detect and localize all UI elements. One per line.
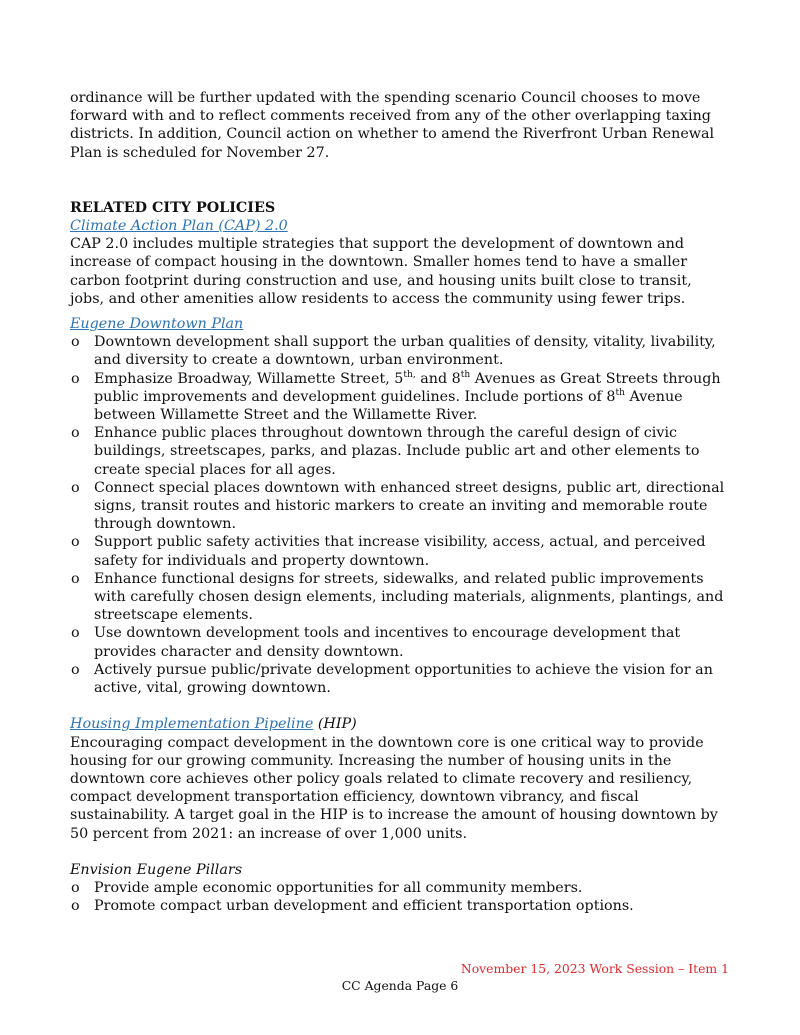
document-body bbox=[70, 89, 730, 915]
footer-page-number: CC Agenda Page 6 bbox=[341, 978, 459, 993]
section-heading: RELATED CITY POLICIES bbox=[70, 199, 276, 216]
envision-title: Envision Eugene Pillars bbox=[70, 861, 243, 878]
list-item: o Emphasize Broadway, Willamette Street, $5^{th,}$ and 8th Avenues as Great Streets through public improvements and development guidelines. Include portions of 8th Avenue between Willamette Street and the Willamette River. bbox=[70, 370, 730, 425]
list-item: o Support public safety activities that increase visibility, access, actual, and perceived safety for individuals and property downtown. bbox=[70, 533, 730, 569]
list-item: o Enhance functional designs for streets, sidewalks, and related public improvements with carefully chosen design elements, including materials, alignments, plantings, and streetscape elements. bbox=[70, 570, 730, 625]
list-item: o Use downtown development tools and incentives to encourage development that provides character and density downtown. bbox=[70, 624, 730, 660]
list-item: o Connect special places downtown with enhanced street designs, public art, directional signs, transit routes and historic markers to create an inviting and memorable route through downtown. bbox=[70, 479, 730, 534]
downtown-plan-link[interactable]: Eugene Downtown Plan bbox=[70, 316, 244, 333]
list-item: o Promote compact urban development and efficient transportation options. bbox=[70, 897, 730, 915]
hip-paragraph: Encouraging compact development in the downtown core is one critical way to provide housing for our growing community. Increasing the number of housing units in the downtown core achieves other policy goals related to climate recovery and resiliency, compact development transportation efficiency, downtown vibrancy, and fiscal sustainability. A target goal in the HIP is to increase the amount of housing downtown by 50 percent from 2021: an increase of over 1,000 units. bbox=[70, 734, 718, 842]
cap-link[interactable]: Climate Action Plan (CAP) 2.0 bbox=[70, 218, 288, 235]
cap-paragraph: CAP 2.0 includes multiple strategies that support the development of downtown and increase of compact housing in the downtown. Smaller homes tend to have a smaller carbon footprint during construction and use, and housing units built close to transit, jobs, and other amenities allow residents to access the community using fewer trips. bbox=[70, 236, 692, 307]
footer-session-label: November 15, 2023 Work Session – Item 1 bbox=[460, 961, 729, 976]
list-item: o Actively pursue public/private development opportunities to achieve the vision for an active, vital, growing downtown. bbox=[70, 661, 730, 697]
envision-list bbox=[70, 879, 730, 915]
hip-suffix: (HIP) bbox=[313, 716, 357, 733]
hip-link[interactable]: Housing Implementation Pipeline bbox=[70, 716, 314, 733]
list-item: o Provide ample economic opportunities for all community members. bbox=[70, 879, 730, 897]
downtown-plan-list bbox=[70, 333, 730, 697]
list-item: o Downtown development shall support the urban qualities of density, vitality, livability, and diversity to create a downtown, urban environment. bbox=[70, 333, 730, 369]
list-item: o Enhance public places throughout downtown through the careful design of civic buildings, streetscapes, parks, and plazas. Include public art and other elements to create special places for all ages. bbox=[70, 424, 730, 479]
intro-paragraph: ordinance will be further updated with the spending scenario Council chooses to move forward with and to reflect comments received from any of the other overlapping taxing districts. In addition, Council action on whether to amend the Riverfront Urban Renewal Plan is scheduled for November 27. bbox=[70, 90, 715, 161]
